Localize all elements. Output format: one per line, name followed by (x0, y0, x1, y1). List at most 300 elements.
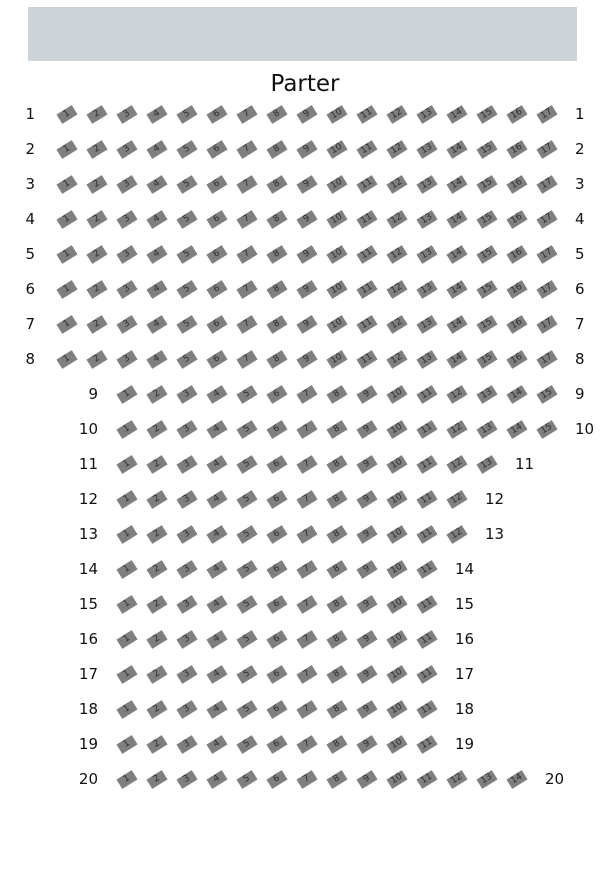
row-label-left: 4 (25, 210, 35, 228)
seat[interactable]: 16 (506, 245, 527, 264)
seat[interactable]: 4 (146, 280, 167, 299)
seat[interactable]: 12 (386, 245, 407, 264)
seat[interactable]: 12 (386, 140, 407, 159)
seat[interactable]: 1 (116, 665, 137, 684)
seat[interactable]: 1 (56, 245, 77, 264)
seat[interactable]: 6 (266, 770, 287, 789)
seat[interactable]: 6 (266, 525, 287, 544)
seat[interactable]: 4 (206, 735, 227, 754)
seat[interactable]: 6 (266, 630, 287, 649)
seat[interactable]: 7 (236, 245, 257, 264)
seat[interactable]: 3 (176, 665, 197, 684)
seat[interactable]: 5 (236, 560, 257, 579)
seat[interactable]: 2 (146, 735, 167, 754)
seat[interactable]: 9 (356, 560, 377, 579)
seat[interactable]: 2 (146, 525, 167, 544)
seat[interactable]: 5 (176, 245, 197, 264)
seat[interactable]: 7 (236, 140, 257, 159)
row-label-right: 12 (485, 490, 505, 508)
seat[interactable]: 11 (356, 245, 377, 264)
seat[interactable]: 8 (266, 210, 287, 229)
seat[interactable]: 6 (266, 665, 287, 684)
seat[interactable]: 1 (116, 700, 137, 719)
seat[interactable]: 7 (236, 350, 257, 369)
seat[interactable]: 11 (416, 385, 437, 404)
seat[interactable]: 4 (206, 700, 227, 719)
seat[interactable]: 9 (356, 420, 377, 439)
seat[interactable]: 4 (206, 770, 227, 789)
seat[interactable]: 10 (386, 560, 407, 579)
seat[interactable]: 9 (356, 385, 377, 404)
seat[interactable]: 9 (356, 630, 377, 649)
seat[interactable]: 3 (116, 175, 137, 194)
seat[interactable]: 4 (146, 350, 167, 369)
seat[interactable]: 5 (176, 140, 197, 159)
seat[interactable]: 12 (446, 420, 467, 439)
seat[interactable]: 3 (176, 455, 197, 474)
seat[interactable]: 2 (86, 315, 107, 334)
seat[interactable]: 9 (356, 665, 377, 684)
seat[interactable]: 4 (146, 105, 167, 124)
seat[interactable]: 1 (56, 280, 77, 299)
seat[interactable]: 8 (326, 735, 347, 754)
seat[interactable]: 10 (326, 245, 347, 264)
seat[interactable]: 9 (296, 280, 317, 299)
seat[interactable]: 7 (296, 455, 317, 474)
seat[interactable]: 6 (266, 455, 287, 474)
seat[interactable]: 5 (236, 630, 257, 649)
seat[interactable]: 4 (206, 385, 227, 404)
seat[interactable]: 10 (386, 770, 407, 789)
seat[interactable]: 7 (236, 210, 257, 229)
seat[interactable]: 11 (356, 175, 377, 194)
row-label-right: 18 (455, 700, 475, 718)
seat[interactable]: 11 (416, 455, 437, 474)
row-label-right: 2 (575, 140, 585, 158)
seat[interactable]: 10 (326, 140, 347, 159)
seat[interactable]: 7 (296, 700, 317, 719)
seat[interactable]: 5 (236, 455, 257, 474)
seat[interactable]: 11 (416, 770, 437, 789)
seat[interactable]: 1 (116, 560, 137, 579)
seat[interactable]: 2 (86, 210, 107, 229)
seat[interactable]: 10 (326, 105, 347, 124)
seat[interactable]: 9 (356, 770, 377, 789)
seat[interactable]: 1 (56, 105, 77, 124)
row-label-left: 2 (25, 140, 35, 158)
seat[interactable]: 12 (446, 385, 467, 404)
seat[interactable]: 11 (356, 350, 377, 369)
seat[interactable]: 4 (206, 490, 227, 509)
seat[interactable]: 3 (116, 280, 137, 299)
seat[interactable]: 9 (356, 525, 377, 544)
seat[interactable]: 6 (266, 385, 287, 404)
seat[interactable]: 5 (236, 700, 257, 719)
seat[interactable]: 3 (116, 210, 137, 229)
seat[interactable]: 14 (446, 140, 467, 159)
seat[interactable]: 3 (176, 560, 197, 579)
seat[interactable]: 4 (146, 140, 167, 159)
seat[interactable]: 3 (176, 595, 197, 614)
seat[interactable]: 17 (536, 245, 557, 264)
seat[interactable]: 4 (206, 630, 227, 649)
seat[interactable]: 8 (326, 665, 347, 684)
seat[interactable]: 3 (176, 490, 197, 509)
row-label-right: 11 (515, 455, 535, 473)
seat[interactable]: 15 (476, 245, 497, 264)
row-label-left: 17 (78, 665, 98, 683)
seat[interactable]: 2 (146, 455, 167, 474)
seat[interactable]: 6 (206, 280, 227, 299)
seat[interactable]: 11 (356, 315, 377, 334)
seat[interactable]: 13 (476, 420, 497, 439)
seat[interactable]: 13 (476, 385, 497, 404)
seat[interactable]: 8 (266, 245, 287, 264)
row-label-left: 3 (25, 175, 35, 193)
seat[interactable]: 1 (116, 595, 137, 614)
seat[interactable]: 10 (386, 525, 407, 544)
seat[interactable]: 9 (296, 350, 317, 369)
row-label-right: 19 (455, 735, 475, 753)
seat[interactable]: 7 (296, 490, 317, 509)
seat[interactable]: 8 (266, 280, 287, 299)
seat[interactable]: 7 (236, 315, 257, 334)
seat[interactable]: 15 (476, 280, 497, 299)
seat[interactable]: 6 (266, 595, 287, 614)
seat[interactable]: 14 (446, 245, 467, 264)
seat[interactable]: 16 (506, 315, 527, 334)
seat[interactable]: 5 (236, 490, 257, 509)
seat[interactable]: 3 (116, 350, 137, 369)
seat[interactable]: 15 (536, 385, 557, 404)
seat[interactable]: 2 (146, 630, 167, 649)
seat[interactable]: 3 (176, 630, 197, 649)
seat[interactable]: 9 (356, 490, 377, 509)
seat[interactable]: 1 (56, 350, 77, 369)
seat[interactable]: 2 (86, 350, 107, 369)
seat[interactable]: 5 (236, 420, 257, 439)
seat[interactable]: 3 (116, 140, 137, 159)
seat[interactable]: 10 (326, 175, 347, 194)
seat[interactable]: 1 (56, 210, 77, 229)
seat[interactable]: 12 (386, 280, 407, 299)
seat[interactable]: 2 (146, 560, 167, 579)
seat[interactable]: 11 (416, 490, 437, 509)
seat[interactable]: 7 (296, 770, 317, 789)
seat[interactable]: 6 (206, 245, 227, 264)
seat[interactable]: 2 (86, 105, 107, 124)
seat[interactable]: 10 (386, 455, 407, 474)
seat[interactable]: 7 (296, 525, 317, 544)
seat[interactable]: 16 (506, 210, 527, 229)
seat[interactable]: 15 (476, 315, 497, 334)
seat[interactable]: 7 (296, 630, 317, 649)
seat[interactable]: 16 (506, 105, 527, 124)
seat[interactable]: 2 (86, 245, 107, 264)
seat[interactable]: 3 (116, 315, 137, 334)
seat[interactable]: 1 (116, 385, 137, 404)
seat[interactable]: 3 (116, 105, 137, 124)
seat[interactable]: 12 (446, 525, 467, 544)
seat[interactable]: 3 (176, 735, 197, 754)
seat[interactable]: 5 (236, 525, 257, 544)
seat[interactable]: 9 (296, 315, 317, 334)
seat[interactable]: 8 (266, 175, 287, 194)
seat[interactable]: 12 (446, 490, 467, 509)
seat[interactable]: 17 (536, 140, 557, 159)
seat[interactable]: 13 (416, 175, 437, 194)
seat[interactable]: 5 (176, 280, 197, 299)
seat[interactable]: 8 (326, 560, 347, 579)
seat[interactable]: 14 (446, 280, 467, 299)
seat[interactable]: 7 (296, 735, 317, 754)
seat[interactable]: 6 (206, 210, 227, 229)
seat[interactable]: 5 (176, 350, 197, 369)
seat[interactable]: 13 (476, 770, 497, 789)
seat[interactable]: 11 (356, 105, 377, 124)
seat[interactable]: 3 (176, 700, 197, 719)
seat[interactable]: 9 (356, 735, 377, 754)
seat[interactable]: 15 (476, 105, 497, 124)
seat[interactable]: 6 (266, 735, 287, 754)
seat[interactable]: 10 (386, 385, 407, 404)
row-label-right: 1 (575, 105, 585, 123)
seat[interactable]: 10 (386, 595, 407, 614)
seat[interactable]: 1 (56, 175, 77, 194)
seat[interactable]: 15 (476, 140, 497, 159)
seat[interactable]: 6 (206, 315, 227, 334)
seat[interactable]: 11 (416, 525, 437, 544)
seat[interactable]: 2 (86, 175, 107, 194)
seat[interactable]: 1 (116, 455, 137, 474)
seat[interactable]: 5 (236, 595, 257, 614)
seat[interactable]: 7 (236, 105, 257, 124)
seat[interactable]: 5 (236, 770, 257, 789)
seat[interactable]: 2 (146, 490, 167, 509)
seat[interactable]: 8 (326, 525, 347, 544)
seat[interactable]: 8 (266, 315, 287, 334)
seat[interactable]: 1 (116, 735, 137, 754)
seat[interactable]: 8 (326, 700, 347, 719)
seat[interactable]: 2 (86, 140, 107, 159)
seat[interactable]: 2 (146, 595, 167, 614)
seat[interactable]: 3 (176, 385, 197, 404)
seat[interactable]: 16 (506, 140, 527, 159)
seat[interactable]: 9 (356, 595, 377, 614)
seat[interactable]: 14 (506, 385, 527, 404)
seat[interactable]: 14 (506, 420, 527, 439)
seat[interactable]: 8 (266, 140, 287, 159)
seat[interactable]: 11 (416, 665, 437, 684)
seat[interactable]: 5 (236, 665, 257, 684)
seat[interactable]: 16 (506, 280, 527, 299)
seat[interactable]: 3 (176, 525, 197, 544)
seat[interactable]: 17 (536, 210, 557, 229)
seat[interactable]: 15 (536, 420, 557, 439)
seat[interactable]: 4 (206, 595, 227, 614)
seat[interactable]: 14 (446, 350, 467, 369)
seat[interactable]: 14 (506, 770, 527, 789)
row-label-right: 4 (575, 210, 585, 228)
seat[interactable]: 11 (416, 735, 437, 754)
seat[interactable]: 1 (116, 630, 137, 649)
seat[interactable]: 7 (236, 175, 257, 194)
seat[interactable]: 7 (236, 280, 257, 299)
seat[interactable]: 7 (296, 560, 317, 579)
seat[interactable]: 12 (446, 770, 467, 789)
seat[interactable]: 14 (446, 175, 467, 194)
seat[interactable]: 15 (476, 210, 497, 229)
seat[interactable]: 13 (416, 105, 437, 124)
seat[interactable]: 13 (416, 245, 437, 264)
seat[interactable]: 12 (386, 105, 407, 124)
seat[interactable]: 5 (176, 315, 197, 334)
seat[interactable]: 16 (506, 175, 527, 194)
seat[interactable]: 11 (416, 630, 437, 649)
seat[interactable]: 17 (536, 315, 557, 334)
seat[interactable]: 4 (206, 560, 227, 579)
seat[interactable]: 11 (416, 420, 437, 439)
seat[interactable]: 10 (326, 350, 347, 369)
seat[interactable]: 13 (476, 455, 497, 474)
row-label-left: 16 (78, 630, 98, 648)
seat[interactable]: 8 (326, 490, 347, 509)
seat[interactable]: 10 (386, 490, 407, 509)
seat[interactable]: 4 (206, 665, 227, 684)
seat[interactable]: 4 (206, 420, 227, 439)
seat[interactable]: 10 (326, 210, 347, 229)
seat[interactable]: 3 (116, 245, 137, 264)
seat[interactable]: 1 (116, 770, 137, 789)
seat[interactable]: 12 (386, 350, 407, 369)
row-label-left: 18 (78, 700, 98, 718)
seat[interactable]: 2 (146, 420, 167, 439)
seat[interactable]: 8 (266, 105, 287, 124)
seat[interactable]: 6 (206, 105, 227, 124)
seat[interactable]: 2 (146, 385, 167, 404)
seat[interactable]: 4 (146, 175, 167, 194)
seat[interactable]: 3 (176, 770, 197, 789)
seat[interactable]: 13 (416, 140, 437, 159)
seat[interactable]: 16 (506, 350, 527, 369)
seat[interactable]: 12 (386, 210, 407, 229)
seat[interactable]: 13 (416, 315, 437, 334)
seat[interactable]: 8 (326, 385, 347, 404)
seat[interactable]: 17 (536, 105, 557, 124)
seat[interactable]: 15 (476, 350, 497, 369)
seat[interactable]: 7 (296, 595, 317, 614)
seat[interactable]: 8 (266, 350, 287, 369)
seat[interactable]: 13 (416, 280, 437, 299)
seat[interactable]: 5 (236, 385, 257, 404)
row-label-left: 8 (25, 350, 35, 368)
seat[interactable]: 5 (176, 210, 197, 229)
seat[interactable]: 4 (206, 455, 227, 474)
seat[interactable]: 11 (416, 595, 437, 614)
seat[interactable]: 6 (206, 350, 227, 369)
seat[interactable]: 10 (386, 665, 407, 684)
seat[interactable]: 1 (116, 525, 137, 544)
seat[interactable]: 3 (176, 420, 197, 439)
seat[interactable]: 12 (386, 315, 407, 334)
seat[interactable]: 9 (296, 175, 317, 194)
seat[interactable]: 2 (146, 770, 167, 789)
seat[interactable]: 11 (356, 140, 377, 159)
seat[interactable]: 12 (386, 175, 407, 194)
seat[interactable]: 8 (326, 630, 347, 649)
seat[interactable]: 17 (536, 175, 557, 194)
seat[interactable]: 9 (296, 140, 317, 159)
seat[interactable]: 4 (146, 315, 167, 334)
seat[interactable]: 6 (266, 420, 287, 439)
seat[interactable]: 13 (416, 350, 437, 369)
seat[interactable]: 11 (356, 210, 377, 229)
seat[interactable]: 9 (356, 700, 377, 719)
seat[interactable]: 11 (416, 700, 437, 719)
seat[interactable]: 2 (146, 700, 167, 719)
seat[interactable]: 10 (386, 735, 407, 754)
seat[interactable]: 5 (176, 175, 197, 194)
seat[interactable]: 8 (326, 595, 347, 614)
seat[interactable]: 5 (236, 735, 257, 754)
seat[interactable]: 7 (296, 385, 317, 404)
seat[interactable]: 11 (416, 560, 437, 579)
seat[interactable]: 4 (206, 525, 227, 544)
seat[interactable]: 2 (86, 280, 107, 299)
seat[interactable]: 12 (446, 455, 467, 474)
seat[interactable]: 1 (116, 490, 137, 509)
seat[interactable]: 10 (386, 420, 407, 439)
seat[interactable]: 1 (116, 420, 137, 439)
row-label-left: 1 (25, 105, 35, 123)
seat[interactable]: 7 (296, 420, 317, 439)
seat[interactable]: 17 (536, 280, 557, 299)
seat[interactable]: 8 (326, 420, 347, 439)
seat[interactable]: 8 (326, 770, 347, 789)
seat[interactable]: 15 (476, 175, 497, 194)
row-label-left: 9 (88, 385, 98, 403)
seat[interactable]: 9 (296, 245, 317, 264)
seat[interactable]: 8 (326, 455, 347, 474)
seat[interactable]: 11 (356, 280, 377, 299)
seat[interactable]: 4 (146, 245, 167, 264)
seat[interactable]: 1 (56, 140, 77, 159)
seat[interactable]: 6 (266, 560, 287, 579)
seat[interactable]: 1 (56, 315, 77, 334)
seat[interactable]: 14 (446, 315, 467, 334)
seat[interactable]: 6 (266, 490, 287, 509)
seat[interactable]: 10 (386, 630, 407, 649)
seat[interactable]: 7 (296, 665, 317, 684)
seat[interactable]: 10 (326, 280, 347, 299)
seat[interactable]: 9 (356, 455, 377, 474)
seat[interactable]: 6 (206, 175, 227, 194)
seat[interactable]: 5 (176, 105, 197, 124)
seat[interactable]: 17 (536, 350, 557, 369)
seat[interactable]: 10 (326, 315, 347, 334)
seat[interactable]: 9 (296, 210, 317, 229)
seat[interactable]: 14 (446, 105, 467, 124)
seat[interactable]: 13 (416, 210, 437, 229)
seat[interactable]: 4 (146, 210, 167, 229)
row-label-right: 17 (455, 665, 475, 683)
seat[interactable]: 6 (266, 700, 287, 719)
seat[interactable]: 14 (446, 210, 467, 229)
seat[interactable]: 2 (146, 665, 167, 684)
seat[interactable]: 6 (206, 140, 227, 159)
seat[interactable]: 9 (296, 105, 317, 124)
seat[interactable]: 10 (386, 700, 407, 719)
